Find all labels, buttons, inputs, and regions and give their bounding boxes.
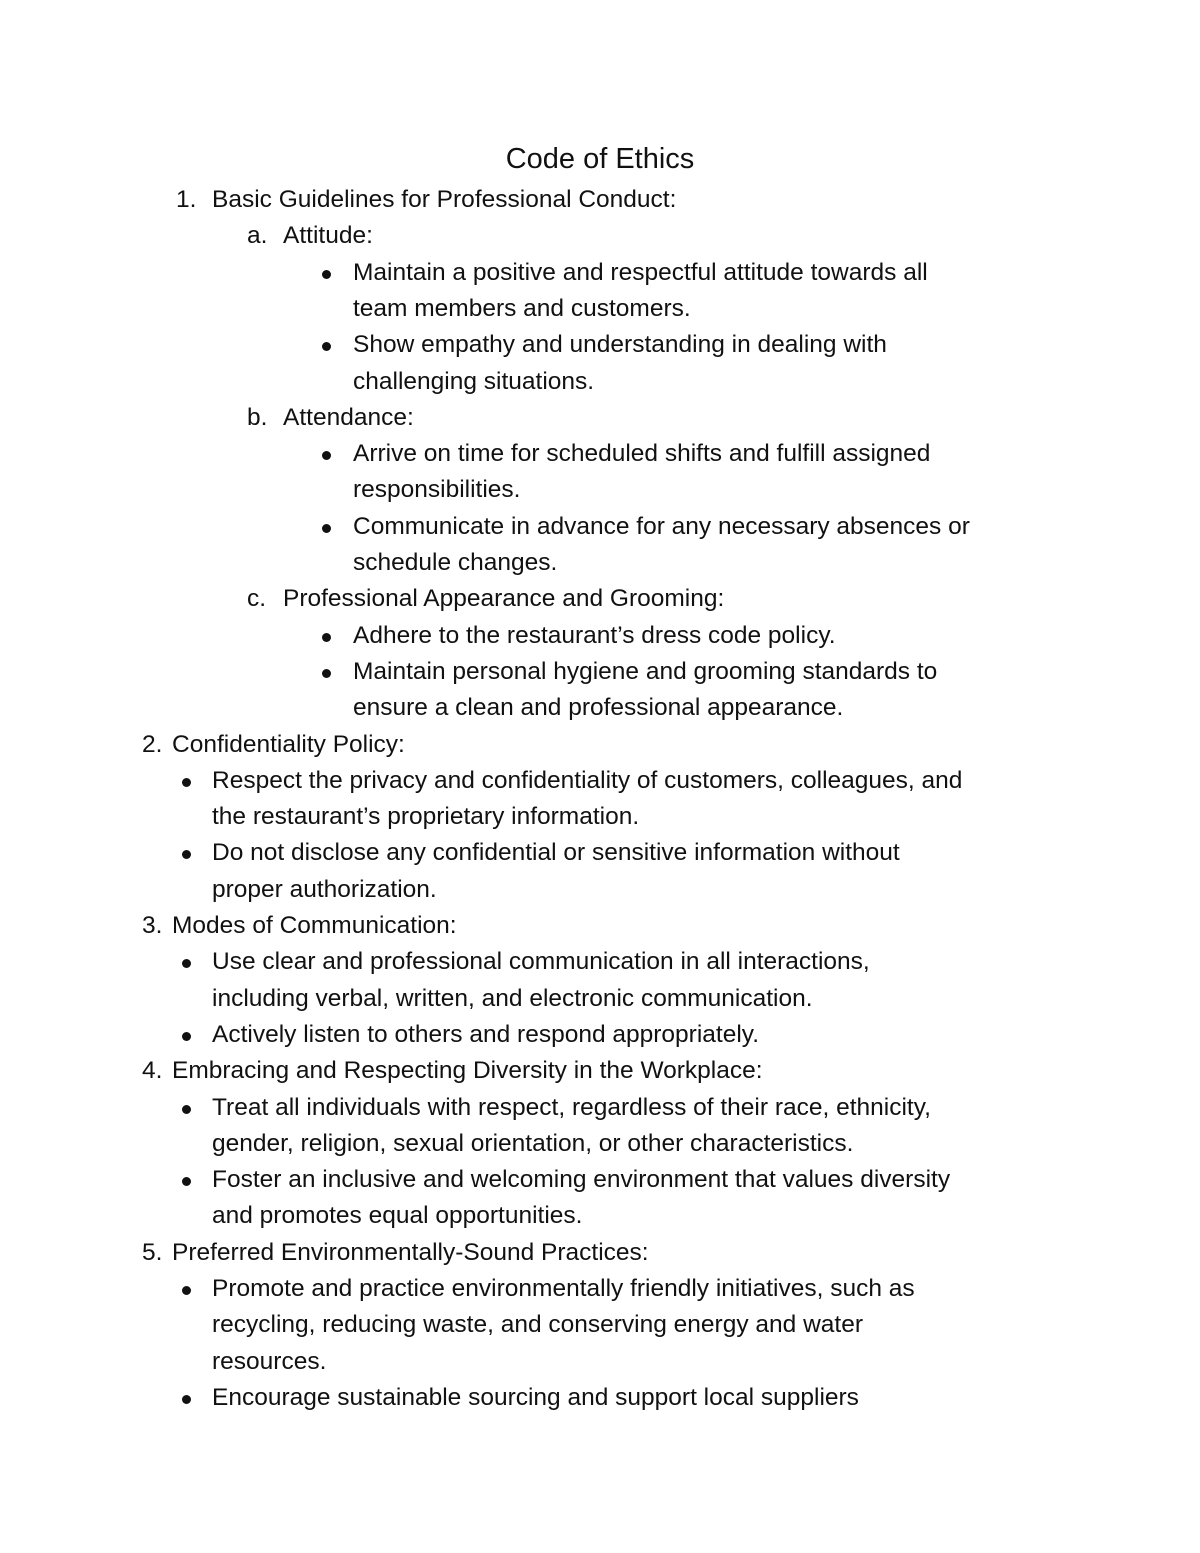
bullet-text: Show empathy and understanding in dealing with (353, 331, 887, 359)
bullet-text: proper authorization. (212, 875, 437, 903)
bullet-text: and promotes equal opportunities. (212, 1202, 583, 1230)
subsection-letter: b. (247, 403, 268, 431)
section-heading: Preferred Environmentally-Sound Practices: (172, 1238, 649, 1266)
section-heading: Basic Guidelines for Professional Conduct: (212, 186, 677, 213)
bullet-text: Maintain personal hygiene and grooming standards to (353, 657, 938, 685)
bullet-text: Communicate in advance for any necessary absences or (353, 512, 970, 540)
bullet-text: recycling, reducing waste, and conserving energy and water (212, 1311, 863, 1339)
bullet-text: team members and customers. (353, 294, 691, 322)
bullet-text: the restaurant’s proprietary information. (212, 803, 640, 831)
subsection-heading: Attendance: (283, 403, 414, 431)
bullet-icon (322, 633, 331, 642)
bullet-text: Respect the privacy and confidentiality of customers, colleagues, and (212, 766, 963, 794)
bullet-text: resources. (212, 1347, 327, 1375)
bullet-text: including verbal, written, and electronic communication. (212, 984, 813, 1012)
subsection-heading: Professional Appearance and Grooming: (283, 585, 725, 613)
bullet-icon (182, 1395, 191, 1404)
section-number: 5. (142, 1238, 163, 1266)
bullet-text: Adhere to the restaurant’s dress code policy. (353, 621, 836, 649)
bullet-icon (322, 669, 331, 678)
bullet-text: Actively listen to others and respond appropriately. (212, 1020, 760, 1048)
bullet-text: Treat all individuals with respect, regardless of their race, ethnicity, (212, 1093, 931, 1121)
bullet-text: Promote and practice environmentally friendly initiatives, such as (212, 1275, 915, 1302)
bullet-icon (182, 778, 191, 787)
bullet-icon (182, 1286, 191, 1295)
bullet-text: Arrive on time for scheduled shifts and fulfill assigned (353, 440, 931, 468)
bullet-icon (322, 342, 331, 351)
page-title: Code of Ethics (505, 143, 695, 175)
bullet-icon (182, 1105, 191, 1114)
section-number: 2. (142, 730, 163, 758)
section-heading: Modes of Communication: (172, 912, 457, 939)
bullet-text: ensure a clean and professional appearance. (353, 694, 844, 722)
bullet-text: schedule changes. (353, 549, 558, 576)
bullet-text: Encourage sustainable sourcing and support local suppliers (212, 1383, 859, 1411)
subsection-letter: c. (247, 585, 267, 613)
bullet-text: Foster an inclusive and welcoming environment that values diversity (212, 1166, 951, 1194)
bullet-text: gender, religion, sexual orientation, or other characteristics. (212, 1129, 854, 1157)
bullet-icon (182, 959, 191, 968)
bullet-icon (322, 270, 331, 279)
bullet-text: Use clear and professional communication in all interactions, (212, 948, 870, 976)
bullet-icon (182, 850, 191, 859)
bullet-icon (182, 1032, 191, 1041)
bullet-text: Do not disclose any confidential or sensitive information without (212, 839, 900, 867)
bullet-text: challenging situations. (353, 367, 595, 395)
section-heading: Confidentiality Policy: (172, 730, 405, 758)
section-number: 4. (142, 1057, 163, 1085)
section-heading: Embracing and Respecting Diversity in the Workplace: (172, 1057, 763, 1085)
subsection-letter: a. (247, 222, 268, 250)
section-number: 3. (142, 912, 163, 939)
bullet-text: responsibilities. (353, 476, 521, 504)
bullet-text: Maintain a positive and respectful attitude towards all (353, 258, 928, 286)
subsection-heading: Attitude: (283, 222, 373, 250)
bullet-icon (322, 451, 331, 460)
bullet-icon (322, 524, 331, 533)
bullet-icon (182, 1177, 191, 1186)
section-number: 1. (176, 186, 197, 213)
